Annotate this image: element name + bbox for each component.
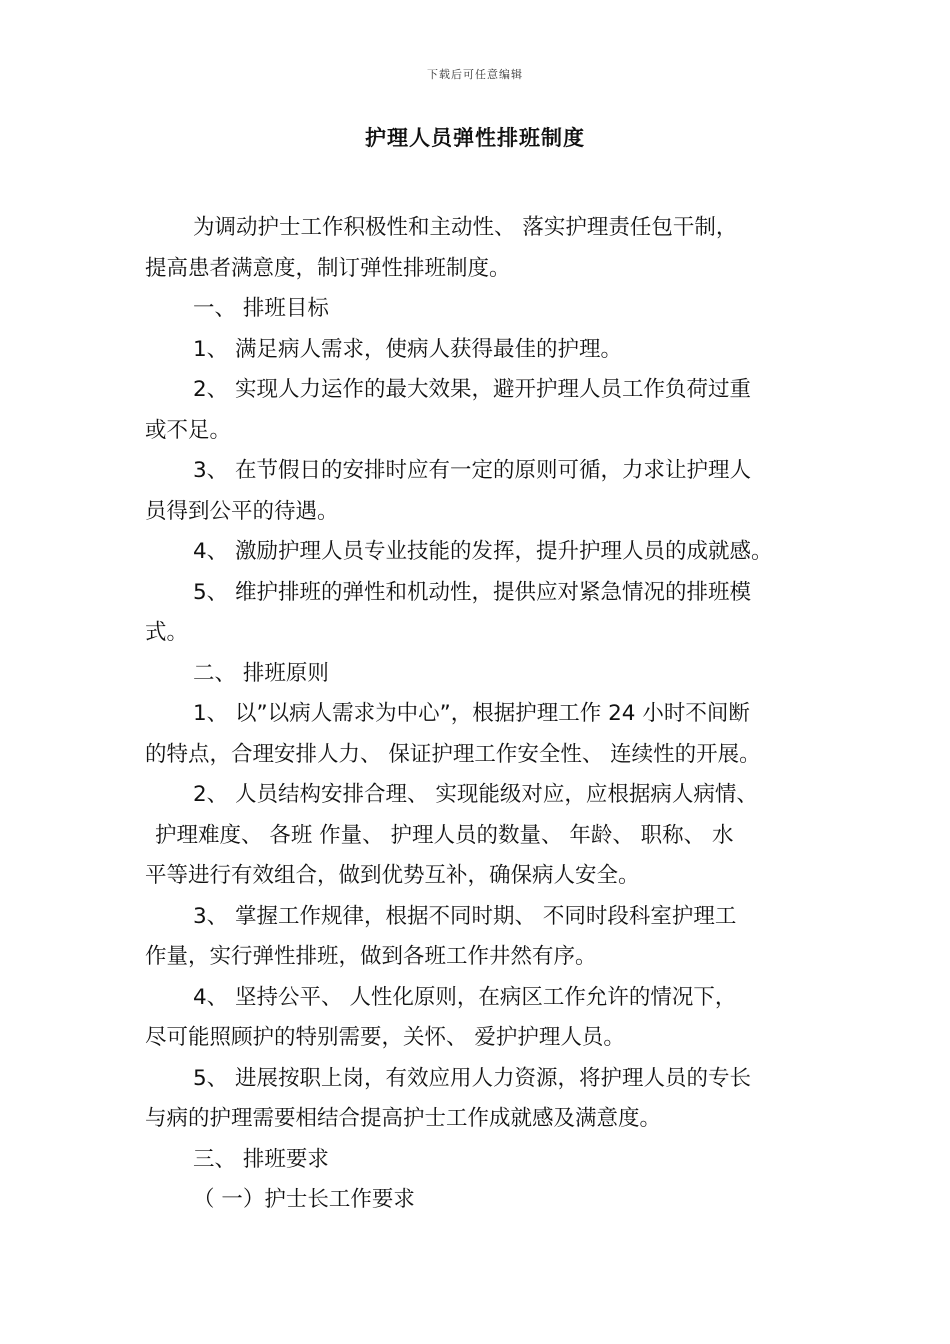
list-item: 2、 实现人力运作的最大效果，避开护理人员工作负荷过重 xyxy=(193,377,752,402)
document-title: 护理人员弹性排班制度 xyxy=(365,126,585,150)
list-item: 4、 激励护理人员专业技能的发挥，提升护理人员的成就感。 xyxy=(193,539,773,564)
list-item: 1、 满足病人需求，使病人获得最佳的护理。 xyxy=(193,336,623,362)
paragraph-line: 与病的护理需要相结合提高护士工作成就感及满意度。 xyxy=(145,1106,662,1131)
list-item: 4、 坚持公平、 人性化原则，在病区工作允许的情况下， xyxy=(193,984,737,1010)
section-heading: 二、 排班原则 xyxy=(193,660,329,686)
section-heading: 三、 排班要求 xyxy=(193,1146,329,1172)
paragraph-line: 员得到公平的待遇。 xyxy=(145,498,339,524)
list-item: 1、 以”以病人需求为中心”，根据护理工作 24 小时不间断 xyxy=(193,701,750,726)
paragraph-line: 为调动护士工作积极性和主动性、 落实护理责任包干制， xyxy=(193,215,738,240)
list-item: 5、 维护排班的弹性和机动性，提供应对紧急情况的排班模 xyxy=(193,579,752,605)
paragraph-line: 平等进行有效组合，做到优势互补，确保病人安全。 xyxy=(145,863,640,888)
section-heading: 一、 排班目标 xyxy=(193,296,329,321)
header-note: 下载后可任意编辑 xyxy=(427,68,523,81)
paragraph-line: 提高患者满意度，制订弹性排班制度。 xyxy=(145,255,511,281)
list-item: 3、 掌握工作规律，根据不同时期、 不同时段科室护理工 xyxy=(193,903,737,929)
paragraph-line: 作量，实行弹性排班，做到各班工作井然有序。 xyxy=(145,944,597,969)
paragraph-line: 尽可能照顾护的特别需要，关怀、 爱护护理人员。 xyxy=(145,1025,625,1050)
list-item: 5、 进展按职上岗，有效应用人力资源，将护理人员的专长 xyxy=(193,1065,752,1091)
list-item: 2、 人员结构安排合理、 实现能级对应，应根据病人病情、 xyxy=(193,782,758,807)
paragraph-line: 护理难度、 各班 作量、 护理人员的数量、 年龄、 职称、 水 xyxy=(155,822,734,848)
paragraph-line: 式。 xyxy=(145,620,189,645)
paragraph-line: 的特点，合理安排人力、 保证护理工作安全性、 连续性的开展。 xyxy=(145,741,761,767)
document-body xyxy=(145,208,810,1221)
subsection-heading: （ 一）护士长工作要求 xyxy=(193,1187,415,1212)
list-item: 3、 在节假日的安排时应有一定的原则可循，力求让护理人 xyxy=(193,458,752,483)
paragraph-line: 或不足。 xyxy=(145,417,232,443)
